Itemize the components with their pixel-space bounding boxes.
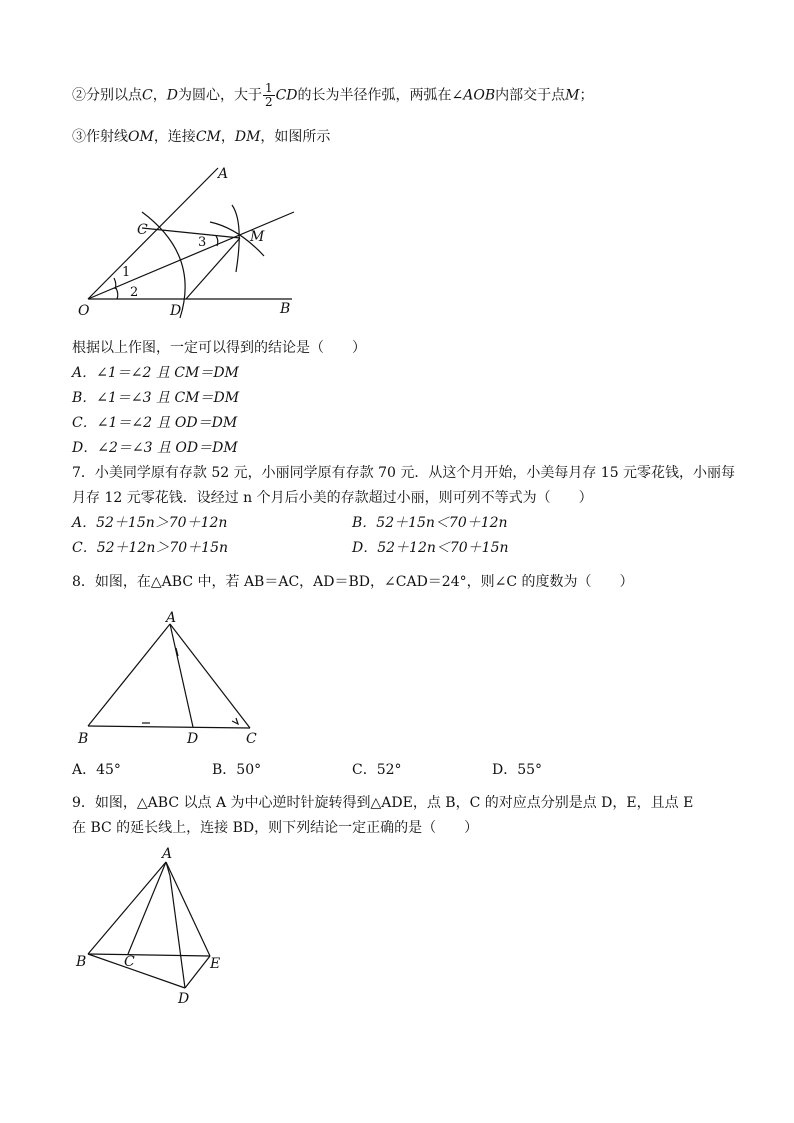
label-C: C — [246, 731, 257, 747]
label-B: B — [76, 954, 87, 970]
q8-stem: 8．如图，在△ABC 中，若 AB＝AC，AD＝BD，∠CAD＝24°，则∠C 的度数为（ ） — [72, 574, 634, 590]
arc-from-C — [232, 205, 239, 272]
angle-mark-3 — [216, 236, 218, 246]
side-AC — [170, 624, 250, 728]
angle-mark-C — [232, 718, 238, 724]
label-C: C — [137, 222, 148, 238]
arc-CD — [142, 212, 185, 318]
segment-BD — [88, 954, 185, 988]
label-B: B — [78, 731, 89, 747]
q7-option-a: A．52＋15n＞70＋12n — [72, 515, 228, 531]
q6-option-a: A．∠1＝∠2 且 CM＝DM — [72, 365, 239, 381]
tick-AD — [176, 648, 178, 656]
q6-option-d: D．∠2＝∠3 且 OD＝DM — [72, 440, 238, 456]
label-E: E — [210, 956, 221, 972]
side-BC — [88, 726, 250, 728]
segment-AE — [166, 862, 210, 956]
q7-line2: 月存 12 元零花钱．设经过 n 个月后小美的存款超过小丽，则可列不等式为（ ） — [72, 490, 593, 506]
label-D: D — [178, 991, 190, 1007]
label-angle-3: 3 — [198, 235, 207, 250]
q8-option-a: A．45° — [72, 762, 121, 778]
q7-option-c: C．52＋12n＞70＋15n — [72, 540, 229, 556]
label-M: M — [250, 229, 265, 245]
q9-line2: 在 BC 的延长线上，连接 BD，则下列结论一定正确的是（ ） — [72, 820, 479, 836]
q7-option-d: D．52＋12n＜70＋15n — [352, 540, 509, 556]
segment-CM — [142, 228, 240, 238]
label-angle-2: 2 — [130, 285, 139, 300]
segment-DE — [185, 956, 210, 988]
angle-mark-2 — [116, 288, 118, 299]
label-O: O — [78, 303, 90, 319]
ray-OA — [88, 168, 218, 299]
segment-A-top — [166, 862, 170, 876]
q9-line1: 9．如图，△ABC 以点 A 为中心逆时针旋转得到△ADE，点 B，C 的对应点分别是点 D，E，且点 E — [72, 795, 694, 811]
q7-line1: 7．小美同学原有存款 52 元，小丽同学原有存款 70 元．从这个月开始，小美每月存 15 元零花钱，小丽每 — [72, 465, 736, 481]
label-A: A — [166, 610, 177, 626]
segment-DM — [186, 238, 240, 299]
segment-AD — [170, 624, 193, 727]
q8-option-b: B．50° — [212, 762, 262, 778]
step3-text: ③作射线OM，连接CM，DM，如图所示 — [72, 129, 331, 145]
label-A: A — [162, 846, 173, 862]
segment-AB — [88, 862, 166, 954]
ray-OM — [88, 212, 294, 299]
q7-option-b: B．52＋15n＜70＋12n — [352, 515, 508, 531]
label-C: C — [124, 954, 135, 970]
q6-option-c: C．∠1＝∠2 且 OD＝DM — [72, 415, 238, 431]
fraction-one-half: $\frac{1}{2}$ — [264, 81, 273, 109]
segment-AC — [128, 862, 166, 954]
side-AB — [88, 624, 170, 726]
label-D: D — [170, 303, 182, 319]
label-A: A — [218, 166, 229, 182]
segment-AD — [170, 876, 185, 988]
label-angle-1: 1 — [122, 265, 131, 280]
angle-mark-1 — [114, 278, 116, 289]
q6-option-b: B．∠1＝∠3 且 CM＝DM — [72, 390, 240, 406]
step2-text: ②分别以点C，D为圆心，大于 $\frac{1}{2}$ CD的长为半径作弧，两弧在∠AOB内部交于点M； — [72, 81, 594, 109]
q8-option-d: D．55° — [492, 762, 543, 778]
label-D: D — [187, 731, 199, 747]
arc-from-D — [210, 222, 264, 256]
q8-option-c: C．52° — [352, 762, 402, 778]
segment-BE — [88, 954, 210, 956]
q6-stem: 根据以上作图，一定可以得到的结论是（ ） — [72, 340, 366, 356]
label-B: B — [280, 301, 291, 317]
